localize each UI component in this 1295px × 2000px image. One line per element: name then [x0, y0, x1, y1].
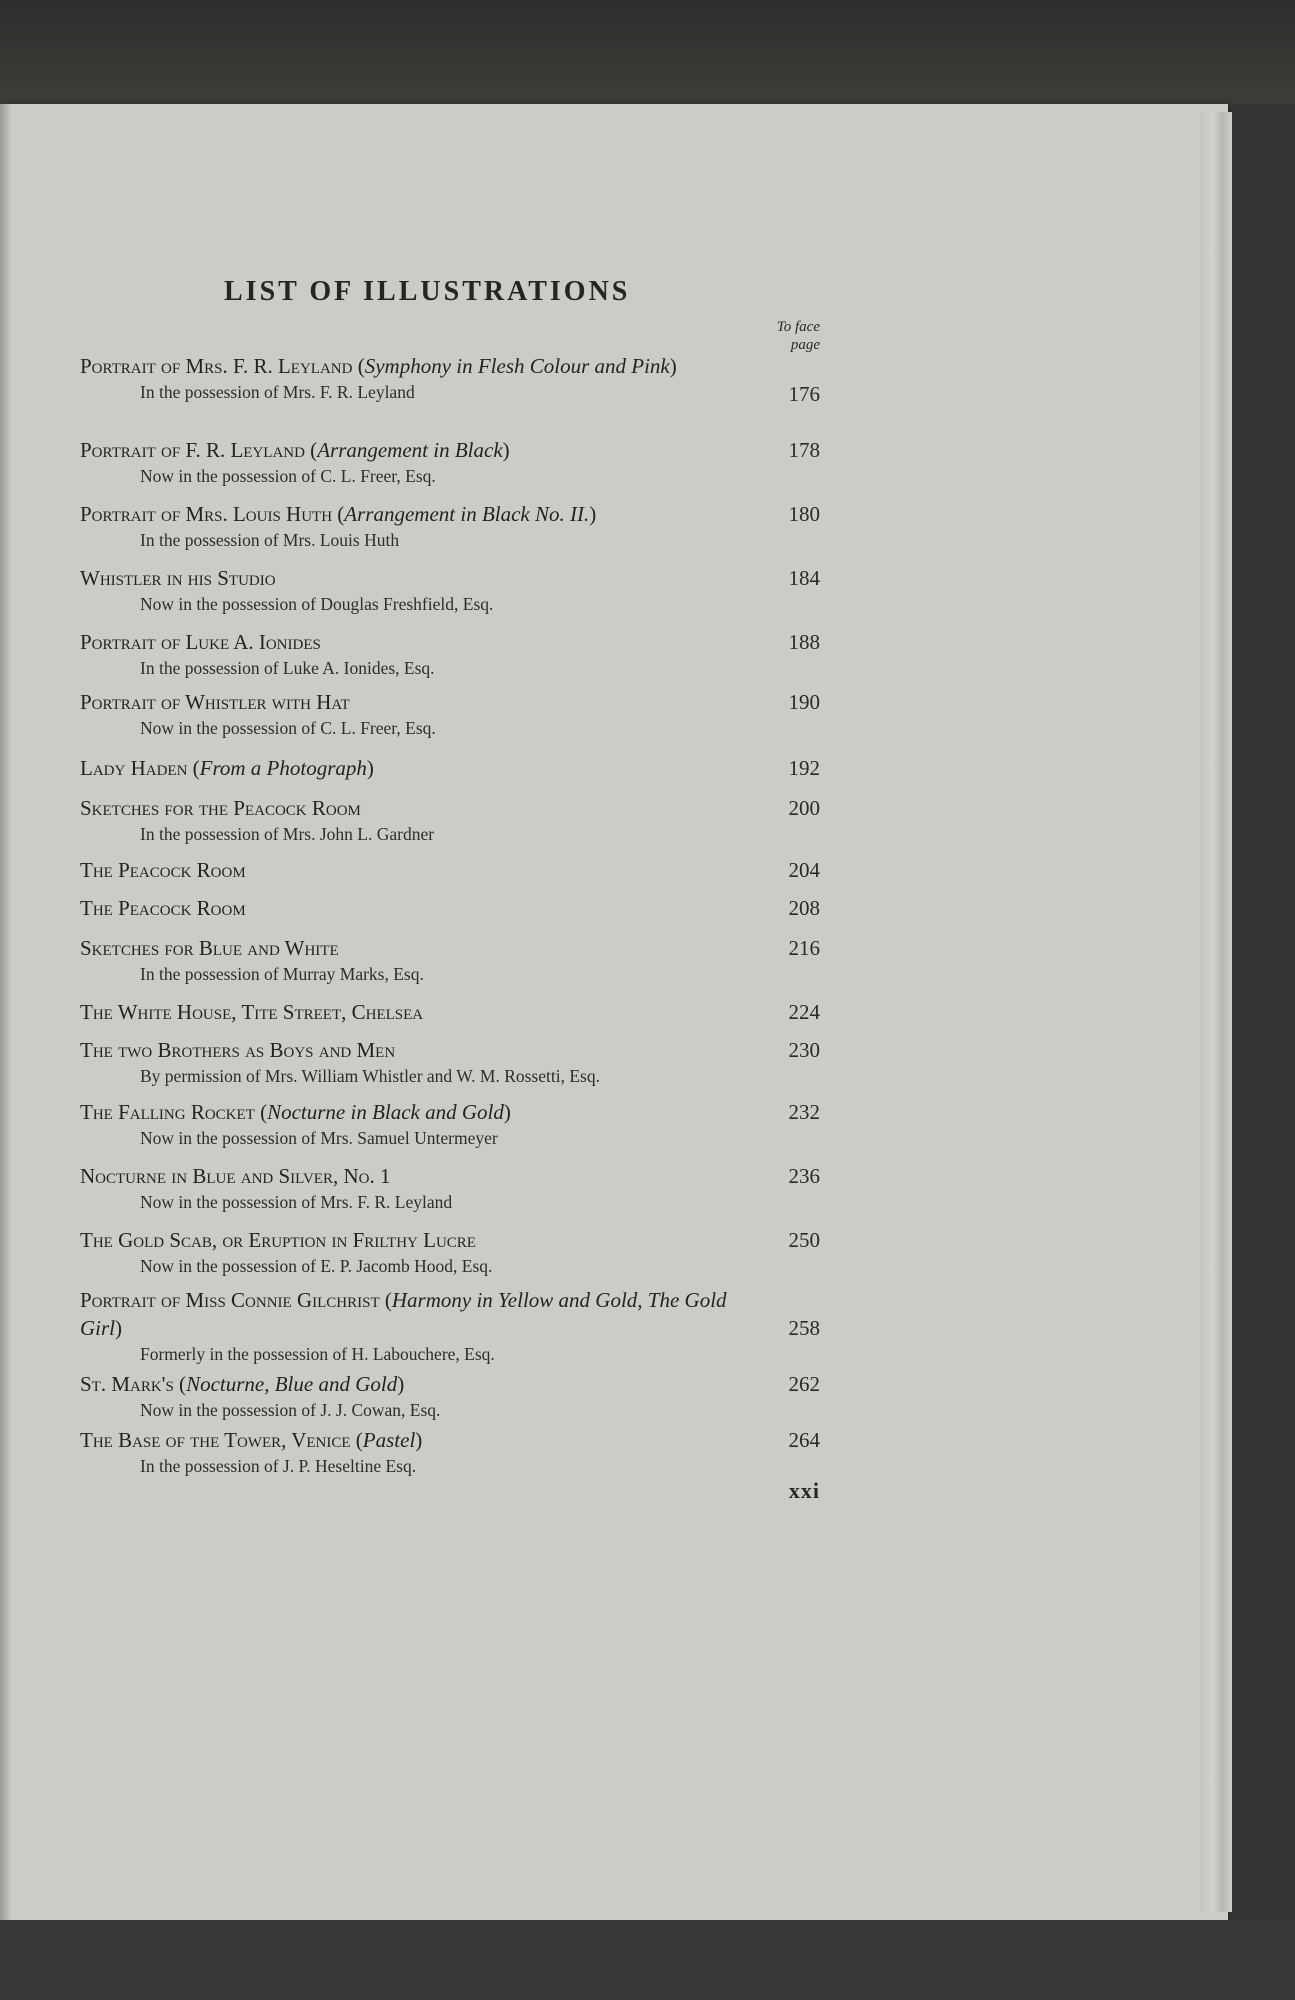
- closing-parenthesis: ): [115, 1316, 123, 1340]
- provenance-note: Formerly in the possession of H. Labouchere, Esq.: [140, 1344, 495, 1364]
- background-right: [1232, 104, 1295, 2000]
- illustration-title-text: Sketches for Blue and White: [80, 936, 339, 960]
- page-title: LIST OF ILLUSTRATIONS: [224, 276, 631, 307]
- illustration-subtitle: From a Photograph: [199, 756, 367, 780]
- list-item: [80, 1036, 820, 1088]
- page-reference: 184: [788, 566, 820, 590]
- illustration-title: [80, 1098, 760, 1126]
- page-reference: 178: [788, 438, 820, 462]
- list-item: [80, 1370, 820, 1422]
- background-top: [0, 0, 1295, 106]
- illustration-title-text: Portrait of F. R. Leyland (: [80, 438, 318, 462]
- illustration-title: [80, 998, 760, 1026]
- illustration-title-text: The Falling Rocket (: [80, 1100, 268, 1124]
- illustration-subtitle: Nocturne in Black and Gold: [267, 1100, 504, 1124]
- provenance-note: In the possession of Luke A. Ionides, Esq.: [140, 658, 435, 678]
- provenance-note: Now in the possession of C. L. Freer, Esq.: [140, 466, 436, 486]
- illustration-title: [80, 856, 760, 884]
- closing-parenthesis: ): [589, 502, 597, 526]
- provenance-note: In the possession of Mrs. F. R. Leyland: [140, 382, 415, 402]
- illustration-title: [80, 1226, 760, 1254]
- illustration-title: [80, 1286, 760, 1342]
- illustration-subtitle: Arrangement in Black: [317, 438, 503, 462]
- page-reference: 176: [788, 382, 820, 406]
- closing-parenthesis: ): [397, 1372, 405, 1396]
- list-item: [80, 1286, 820, 1366]
- illustration-title: [80, 352, 760, 380]
- background-bottom: [0, 1920, 1295, 2000]
- list-item: [80, 1098, 820, 1150]
- illustration-title-text: Portrait of Mrs. Louis Huth (: [80, 502, 345, 526]
- closing-parenthesis: ): [366, 756, 374, 780]
- to-face-page-heading: [720, 318, 820, 354]
- illustration-title: [80, 894, 760, 922]
- page-reference: 262: [788, 1372, 820, 1396]
- illustration-subtitle: Arrangement in Black No. II.: [344, 502, 590, 526]
- illustration-title-text: Portrait of Mrs. F. R. Leyland (: [80, 354, 365, 378]
- illustration-title-text: Portrait of Whistler with Hat: [80, 690, 350, 714]
- page-reference: 188: [788, 630, 820, 654]
- page-edge: [1200, 112, 1232, 1912]
- page-reference: 236: [788, 1164, 820, 1188]
- page-reference: 250: [788, 1228, 820, 1252]
- list-item: [80, 628, 820, 680]
- provenance-note: Now in the possession of Mrs. Samuel Untermeyer: [140, 1128, 498, 1148]
- illustration-title-text: The Peacock Room: [80, 858, 246, 882]
- page-reference: 190: [788, 690, 820, 714]
- illustration-subtitle: Harmony in Yellow and Gold, The Gold Girl: [80, 1288, 727, 1340]
- page-label: page: [790, 337, 820, 353]
- illustration-title-text: Sketches for the Peacock Room: [80, 796, 361, 820]
- illustration-title-text: Nocturne in Blue and Silver, No. 1: [80, 1164, 391, 1188]
- list-item: [80, 856, 820, 884]
- illustration-title: [80, 1370, 760, 1398]
- list-item: [80, 794, 820, 846]
- page-gutter: [0, 104, 12, 1920]
- provenance-note: In the possession of J. P. Heseltine Esq.: [140, 1456, 417, 1476]
- page-number: xxi: [788, 1478, 820, 1503]
- list-item: [80, 436, 820, 488]
- illustration-title-text: The Gold Scab, or Eruption in Frilthy Lucre: [80, 1228, 476, 1252]
- illustration-title-text: The Base of the Tower, Venice (: [80, 1428, 363, 1452]
- closing-parenthesis: ): [502, 438, 510, 462]
- illustration-title-text: St. Mark's (: [80, 1372, 187, 1396]
- page-reference: 264: [788, 1428, 820, 1452]
- illustration-title-text: The two Brothers as Boys and Men: [80, 1038, 396, 1062]
- page-reference: 208: [788, 896, 820, 920]
- to-face-label: To face: [776, 319, 820, 335]
- illustration-title-text: The White House, Tite Street, Chelsea: [80, 1000, 424, 1024]
- illustration-title-text: The Peacock Room: [80, 896, 246, 920]
- provenance-note: Now in the possession of C. L. Freer, Esq.: [140, 718, 436, 738]
- illustration-title: [80, 794, 760, 822]
- closing-parenthesis: ): [503, 1100, 511, 1124]
- list-item: [80, 1226, 820, 1278]
- illustration-title-text: Whistler in his Studio: [80, 566, 276, 590]
- illustration-title-text: Lady Haden (: [80, 756, 200, 780]
- provenance-note: Now in the possession of J. J. Cowan, Esq.: [140, 1400, 441, 1420]
- closing-parenthesis: ): [669, 354, 677, 378]
- illustration-title: [80, 1162, 760, 1190]
- list-item: [80, 1426, 820, 1478]
- page-reference: 224: [788, 1000, 820, 1024]
- illustration-title: [80, 934, 760, 962]
- page-reference: 204: [788, 858, 820, 882]
- list-item: [80, 564, 820, 616]
- illustration-subtitle: Symphony in Flesh Colour and Pink: [364, 354, 670, 378]
- illustration-title-text: Portrait of Luke A. Ionides: [80, 630, 321, 654]
- list-item: [80, 754, 820, 782]
- page-reference: 200: [788, 796, 820, 820]
- list-item: [80, 500, 820, 552]
- illustration-title: [80, 436, 760, 464]
- illustration-title-text: Portrait of Miss Connie Gilchrist (: [80, 1288, 392, 1312]
- illustration-title: [80, 564, 760, 592]
- list-item: [80, 934, 820, 986]
- page-reference: 258: [788, 1316, 820, 1340]
- provenance-note: In the possession of Mrs. Louis Huth: [140, 530, 400, 550]
- illustration-title: [80, 688, 760, 716]
- closing-parenthesis: ): [415, 1428, 423, 1452]
- list-item: [80, 688, 820, 740]
- provenance-note: Now in the possession of Mrs. F. R. Leyland: [140, 1192, 453, 1212]
- illustration-title: [80, 628, 760, 656]
- list-item: [80, 352, 820, 404]
- illustration-title: [80, 1426, 760, 1454]
- provenance-note: In the possession of Mrs. John L. Gardner: [140, 824, 435, 844]
- provenance-note: By permission of Mrs. William Whistler and W. M. Rossetti, Esq.: [140, 1066, 600, 1086]
- page-reference: 216: [788, 936, 820, 960]
- provenance-note: Now in the possession of E. P. Jacomb Hood, Esq.: [140, 1256, 493, 1276]
- illustration-subtitle: Nocturne, Blue and Gold: [186, 1372, 398, 1396]
- page-reference: 230: [788, 1038, 820, 1062]
- illustration-title: [80, 754, 760, 782]
- provenance-note: Now in the possession of Douglas Freshfield, Esq.: [140, 594, 494, 614]
- page-reference: 180: [788, 502, 820, 526]
- illustration-title: [80, 500, 760, 528]
- list-item: [80, 998, 820, 1026]
- illustration-subtitle: Pastel: [362, 1428, 416, 1452]
- provenance-note: In the possession of Murray Marks, Esq.: [140, 964, 424, 984]
- list-item: [80, 1162, 820, 1214]
- illustration-title: [80, 1036, 760, 1064]
- page-reference: 232: [788, 1100, 820, 1124]
- page-reference: 192: [788, 756, 820, 780]
- list-item: [80, 894, 820, 922]
